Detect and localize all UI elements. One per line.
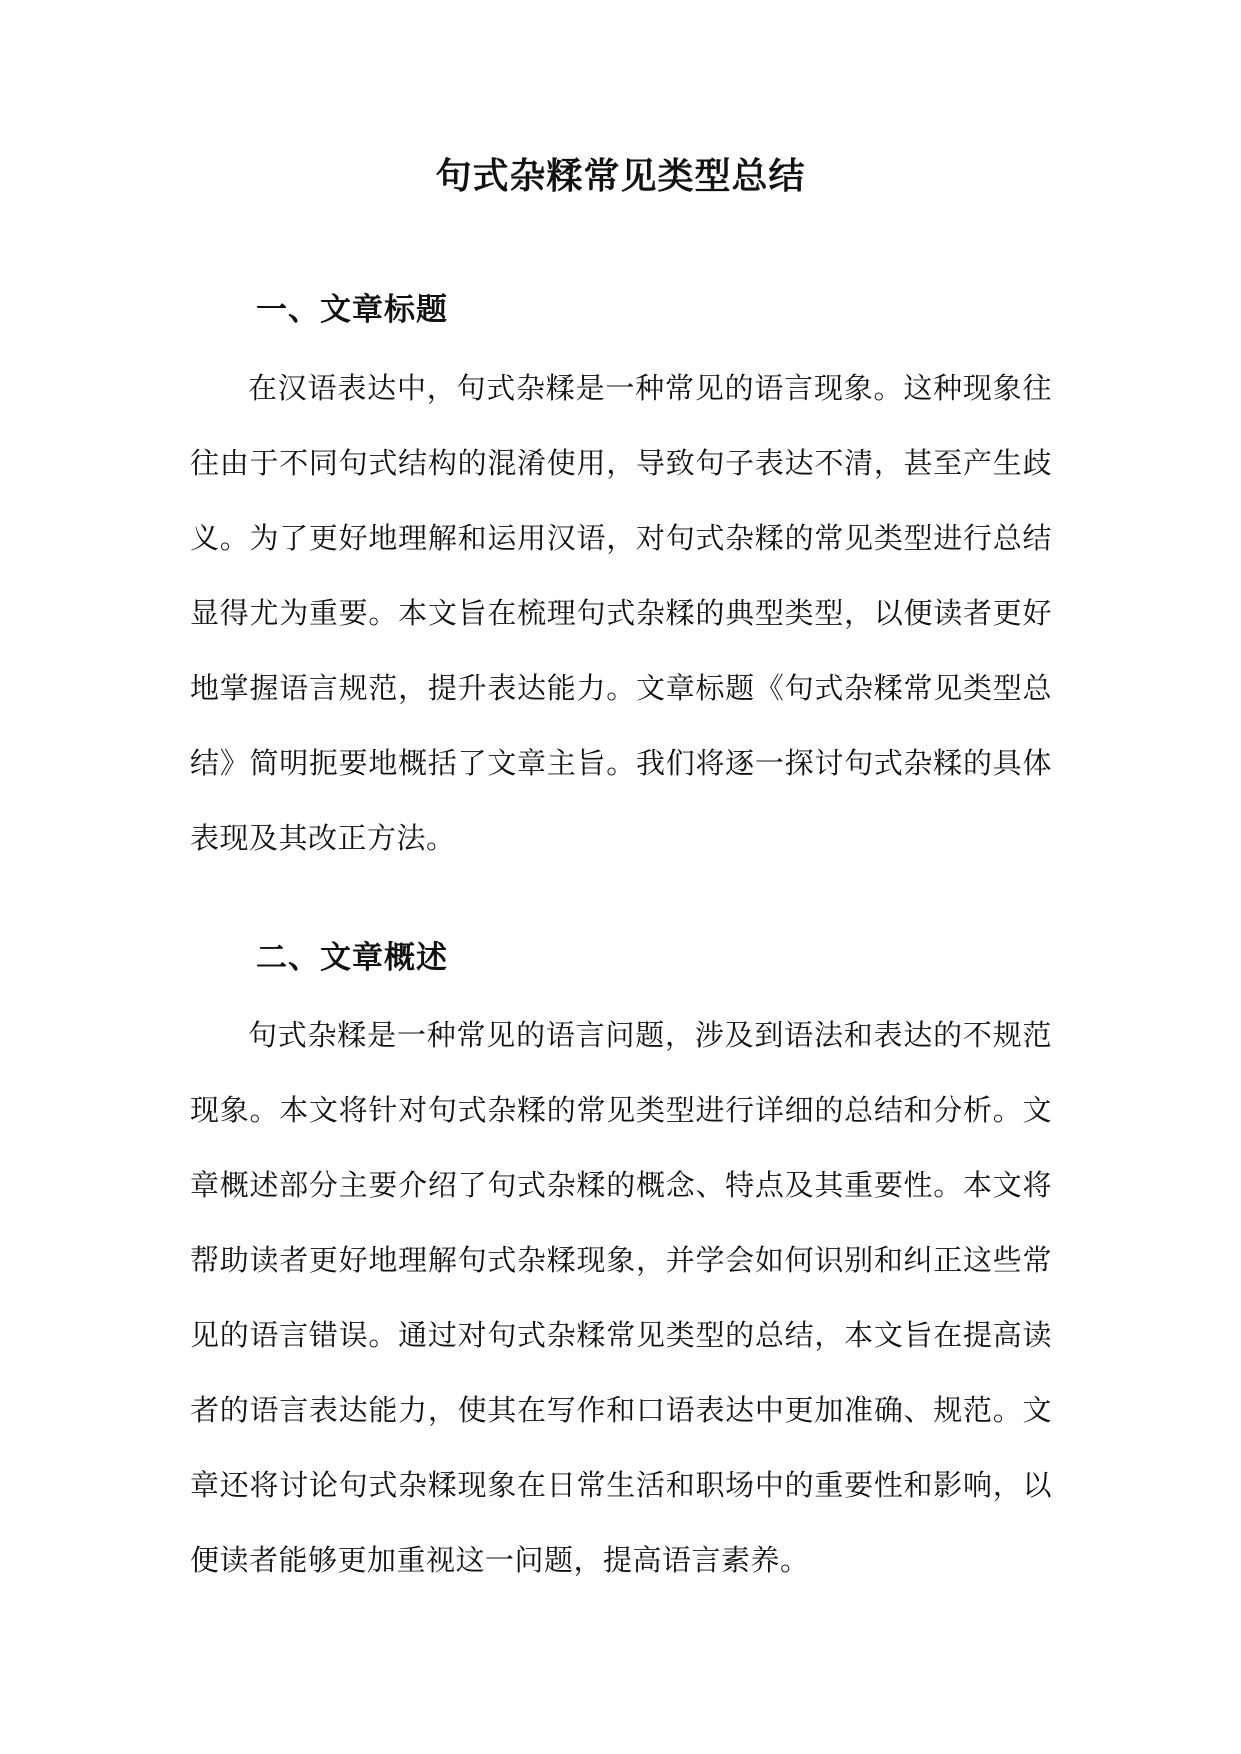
section-paragraph-title: 在汉语表达中，句式杂糅是一种常见的语言现象。这种现象往往由于不同句式结构的混淆使用，导致句子表达不清，甚至产生歧义。为了更好地理解和运用汉语，对句式杂糅的常见类型进行总结显得尤为重要。本文旨在梳理句式杂糅的典型类型，以便读者更好地掌握语言规范，提升表达能力。文章标题《句式杂糅常见类型总结》简明扼要地概括了文章主旨。我们将逐一探讨句式杂糅的具体表现及其改正方法。 bbox=[190, 371, 1052, 855]
section-heading-overview: 二、文章概述 bbox=[256, 940, 448, 976]
section-paragraph-overview: 句式杂糅是一种常见的语言问题，涉及到语法和表达的不规范现象。本文将针对句式杂糅的常见类型进行详细的总结和分析。文章概述部分主要介绍了句式杂糅的概念、特点及其重要性。本文将帮助读者更好地理解句式杂糅现象，并学会如何识别和纠正这些常见的语言错误。通过对句式杂糅常见类型的总结，本文旨在提高读者的语言表达能力，使其在写作和口语表达中更加准确、规范。文章还将讨论句式杂糅现象在日常生活和职场中的重要性和影响，以便读者能够更加重视这一问题，提高语言素养。 bbox=[190, 1018, 1052, 1577]
document-title: 句式杂糅常见类型总结 bbox=[435, 155, 806, 197]
section-heading-title: 一、文章标题 bbox=[256, 292, 448, 328]
